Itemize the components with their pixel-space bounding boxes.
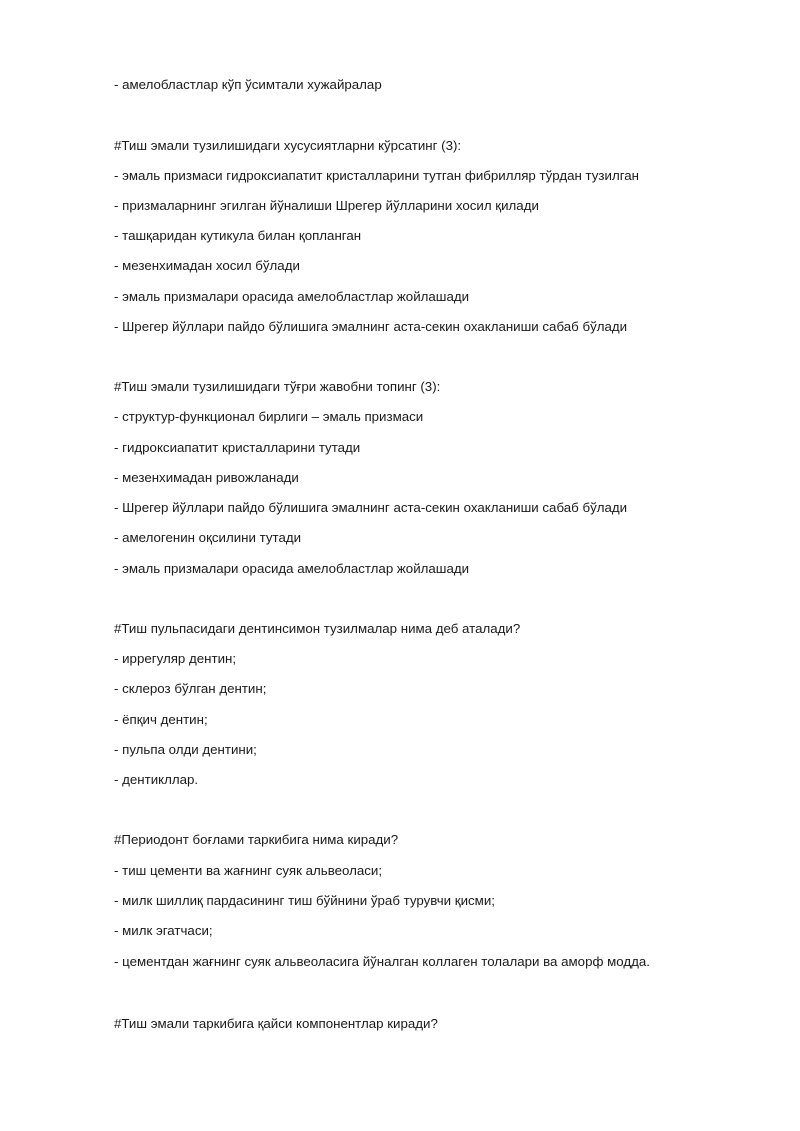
answer-option: - милк эгатчаси;: [114, 923, 213, 938]
answer-option: - ташқаридан кутикула билан қопланган: [114, 228, 362, 243]
question-heading: #Тиш эмали тузилишидаги хусусиятларни кўрсатинг (3):: [114, 138, 462, 153]
answer-option: - склероз бўлган дентин;: [114, 681, 267, 696]
answer-option: - эмаль призмалари орасида амелобластлар жойлашади: [114, 289, 470, 304]
answer-option: - дентикллар.: [114, 772, 199, 787]
text-line: - амелобластлар кўп ўсимтали хужайралар: [114, 77, 382, 92]
answer-option: - тиш цементи ва жағнинг суяк альвеоласи;: [114, 863, 383, 878]
answer-option: - мезенхимадан ривожланади: [114, 470, 299, 485]
answer-option: - структур-функционал бирлиги – эмаль призмаси: [114, 409, 424, 424]
answer-option: - гидроксиапатит кристалларини тутади: [114, 440, 361, 455]
answer-option: - цементдан жағнинг суяк альвеоласига йўналган коллаген толалари ва аморф модда.: [114, 954, 650, 969]
question-heading: #Тиш эмали таркибига қайси компонентлар киради?: [114, 1016, 438, 1031]
answer-option: - мезенхимадан хосил бўлади: [114, 258, 300, 273]
question-heading: #Периодонт боғлами таркибига нима киради?: [114, 832, 399, 847]
answer-option: - Шрегер йўллари пайдо бўлишига эмалнинг аста-секин охакланиши сабаб бўлади: [114, 319, 628, 334]
answer-option: - эмаль призмаси гидроксиапатит кристалларини тутган фибрилляр тўрдан тузилган: [114, 168, 640, 183]
answer-option: - призмаларнинг эгилган йўналиши Шрегер йўлларини хосил қилади: [114, 198, 539, 213]
answer-option: - милк шиллиқ пардасининг тиш бўйнини ўраб турувчи қисми;: [114, 893, 495, 908]
answer-option: - ёпқич дентин;: [114, 712, 208, 727]
answer-option: - иррегуляр дентин;: [114, 651, 237, 666]
question-heading: #Тиш эмали тузилишидаги тўғри жавобни топинг (3):: [114, 379, 441, 394]
answer-option: - Шрегер йўллари пайдо бўлишига эмалнинг аста-секин охакланиши сабаб бўлади: [114, 500, 628, 515]
question-heading: #Тиш пульпасидаги дентинсимон тузилмалар нима деб аталади?: [114, 621, 521, 636]
answer-option: - пульпа олди дентини;: [114, 742, 257, 757]
answer-option: - амелогенин оқсилини тутади: [114, 530, 302, 545]
answer-option: - эмаль призмалари орасида амелобластлар жойлашади: [114, 561, 470, 576]
